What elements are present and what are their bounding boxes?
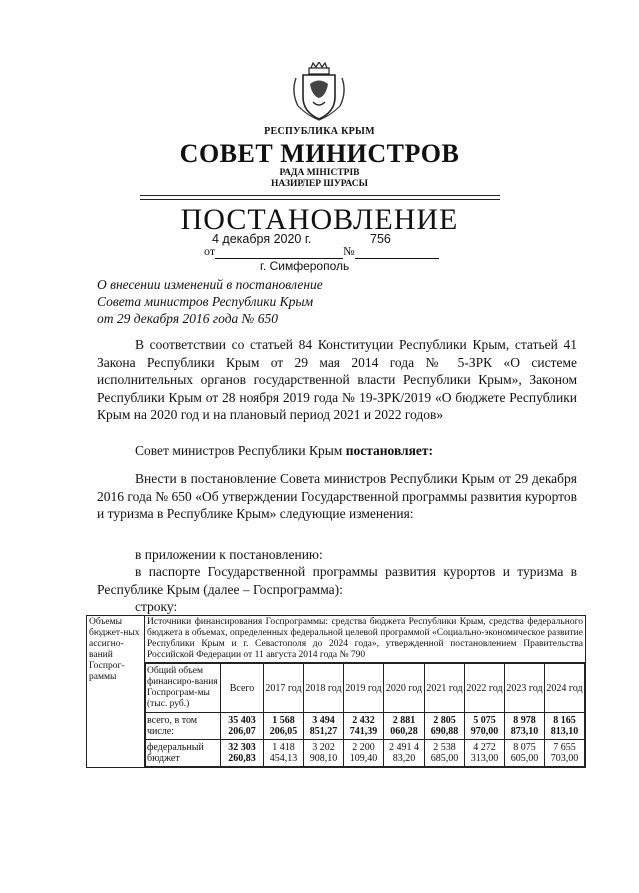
year-header: 2021 год <box>424 664 464 713</box>
table-row-label: Объемы бюджет-ных ассигно-ваний Госпрог-раммы <box>87 616 145 768</box>
year-header: 2024 год <box>544 664 584 713</box>
funding-sources-text: Источники финансирования Госпрограммы: средства бюджета Республики Крым, средства федерального бюджета в объемах, определенных федеральной целевой программой «Социально-экономическое развитие Республики Крым и г. Севастополя до 2024 года», утвержденной постановлением Правительства Российской Федерации от 11 августа 2014 года № 790 <box>145 616 586 663</box>
row-label-line: строку: <box>135 599 178 614</box>
table-cell: 8 165 813,10 <box>544 713 584 740</box>
table-cell: 1 418 454,13 <box>264 740 304 767</box>
year-header: 2023 год <box>504 664 544 713</box>
document-subject <box>97 276 323 327</box>
table-cell: 3 494 851,27 <box>304 713 344 740</box>
table-row <box>146 740 585 767</box>
document-date: 4 декабря 2020 г. <box>212 232 312 246</box>
number-label: № <box>343 244 355 258</box>
table-cell: 1 568 206,05 <box>264 713 304 740</box>
council-title: СОВЕТ МИНИСТРОВ <box>179 139 460 168</box>
document-type: ПОСТАНОВЛЕНИЕ <box>180 203 459 236</box>
year-header: 2019 год <box>344 664 384 713</box>
table-cell: 2 881 060,28 <box>384 713 425 740</box>
date-number-line <box>204 244 439 259</box>
row-total: 32 303 260,83 <box>221 740 264 767</box>
table-row <box>146 713 585 740</box>
year-header: 2018 год <box>304 664 344 713</box>
table-cell: 3 202 908,10 <box>304 740 344 767</box>
table-cell: 7 655 703,00 <box>544 740 584 767</box>
coat-of-arms-emblem <box>288 62 350 122</box>
year-header: 2017 год <box>264 664 304 713</box>
column-header: Всего <box>221 664 264 713</box>
appendix-line: в приложении к постановлению: <box>135 547 323 562</box>
row-total: 35 403 206,07 <box>221 713 264 740</box>
subject-line: О внесении изменений в постановление <box>97 277 323 292</box>
passport-paragraph: в паспорте Государственной программы развития курортов и туризма в Республике Крым (далее – Госпрограмма): <box>97 564 577 597</box>
column-header: Общий объем финансиро-вания Госпрограм-мы (тыс. руб.) <box>146 664 221 713</box>
preamble-paragraph: В соответствии со статьей 84 Конституции Республики Крым, статьей 41 Закона Республики Крым от 29 мая 2014 года № 5-ЗРК «О системе исполнительных органов государственной власти Республики Крым», Законом Республики Крым от 28 ноября 2019 года № 19-ЗРК/2019 «О бюджете Республики Крым на 2020 год и на плановый период 2021 и 2022 годов» <box>97 337 577 422</box>
document-number: 756 <box>370 232 391 246</box>
subject-line: от 29 декабря 2016 года № 650 <box>97 311 278 326</box>
table-cell: 8 075 605,00 <box>504 740 544 767</box>
table-cell: 8 978 873,10 <box>504 713 544 740</box>
council-title-crimean-tatar: НАЗИРЛЕР ШУРАСЫ <box>271 179 368 189</box>
resolves-keyword: постановляет: <box>345 443 434 458</box>
year-header: 2022 год <box>464 664 504 713</box>
subject-line: Совета министров Республики Крым <box>97 294 314 309</box>
header-divider <box>140 195 500 200</box>
funding-table <box>86 615 586 768</box>
table-cell: 2 432 741,39 <box>344 713 384 740</box>
table-cell: 5 075 970,00 <box>464 713 504 740</box>
republic-name: РЕСПУБЛИКА КРЫМ <box>264 126 375 137</box>
city: г. Симферополь <box>260 259 350 273</box>
year-header: 2020 год <box>384 664 425 713</box>
table-cell: 4 272 313,00 <box>464 740 504 767</box>
funding-breakdown-table <box>145 663 585 767</box>
amendment-paragraph: Внести в постановление Совета министров Республики Крым от 29 декабря 2016 года № 650 «Об утверждении Государственной программы развития курортов и туризма в Республике Крым» следующие изменения: <box>97 471 577 521</box>
table-cell: 2 200 109,40 <box>344 740 384 767</box>
council-title-ukrainian: РАДА МІНІСТРІВ <box>279 168 360 178</box>
row-label: всего, в том числе: <box>146 713 221 740</box>
table-cell: 2 538 685,00 <box>424 740 464 767</box>
resolution-paragraph: Совет министров Республики Крым постановляет: <box>135 443 434 458</box>
table-cell: 2 805 690,88 <box>424 713 464 740</box>
row-label: федеральный бюджет <box>146 740 221 767</box>
ot-label: от <box>204 244 216 258</box>
table-cell: 2 491 4 83,20 <box>384 740 425 767</box>
